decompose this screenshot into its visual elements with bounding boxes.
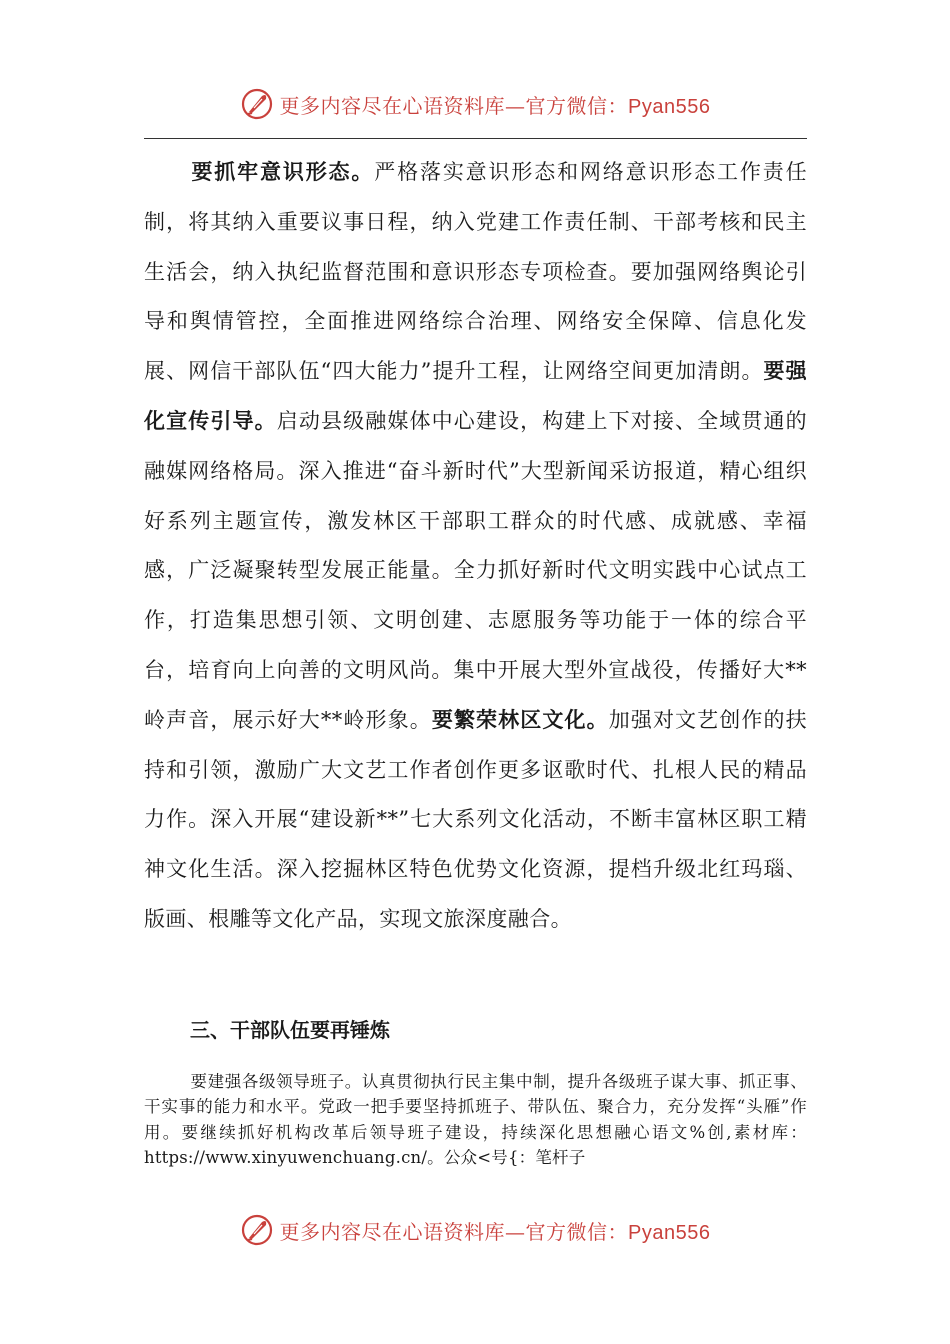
header-divider — [144, 138, 807, 139]
quill-pen-logo-icon — [240, 87, 274, 121]
lead-ideology: 要抓牢意识形态。 — [190, 160, 375, 184]
quill-pen-logo-icon — [240, 1213, 274, 1247]
lead-propaganda: 要强化宣传引导。 — [144, 359, 807, 433]
lead-culture: 要繁荣林区文化。 — [431, 707, 609, 732]
banner-text: 更多内容尽在心语资料库—官方微信：Pyan556 — [279, 93, 711, 118]
text-ideology: 严格落实意识形态和网络意识形态工作责任制，将其纳入重要议事日程，纳入党建工作责任制、干部考核和民主生活会，纳入执纪监督范围和意识形态专项检查。要加强网络舆论引导和舆情管控，全面推进网络综合治理、网络安全保障、信息化发展、网信干部队伍“四大能力”提升工程，让网络空间更加清朗。 — [144, 160, 807, 384]
banner-text: 更多内容尽在心语资料库—官方微信：Pyan556 — [279, 1219, 711, 1244]
text-culture: 加强对文艺创作的扶持和引领，激励广大文艺工作者创作更多讴歌时代、扎根人民的精品力作。深入开展“建设新**”七大系列文化活动，不断丰富林区职工精神文化生活。深入挖掘林区特色优势文化资源，提档升级北红玛瑙、版画、根雕等文化产品，实现文旅深度融合。 — [144, 707, 807, 931]
header-watermark-banner — [0, 82, 950, 126]
text-leadership: 要建强各级领导班子。认真贯彻执行民主集中制，提升各级班子谋大事、抓正事、干实事的能力和水平。党政一把手要坚持抓班子、带队伍、聚合力，充分发挥“头雁”作用。要继续抓好机构改革后领导班子建设，持续深化思想融心语文%创,素材库：https://www.xinyuwenchuang.cn/。公众<号{：笔杆子 — [144, 1072, 807, 1167]
section-heading: 三、干部队伍要再锤炼 — [190, 1018, 390, 1042]
text-propaganda: 启动县级融媒体中心建设，构建上下对接、全域贯通的融媒网络格局。深入推进“奋斗新时代”大型新闻采访报道，精心组织好系列主题宣传，激发林区干部职工群众的时代感、成就感、幸福感，广泛凝聚转型发展正能量。全力抓好新时代文明实践中心试点工作，打造集思想引领、文明创建、志愿服务等功能于一体的综合平台，培育向上向善的文明风尚。集中开展大型外宣战役，传播好大**岭声音，展示好大**岭形象。 — [144, 408, 807, 732]
body-paragraph-ideology-propaganda-culture — [144, 148, 807, 945]
footer-watermark-banner — [0, 1208, 950, 1252]
body-paragraph-leadership — [144, 1069, 807, 1170]
